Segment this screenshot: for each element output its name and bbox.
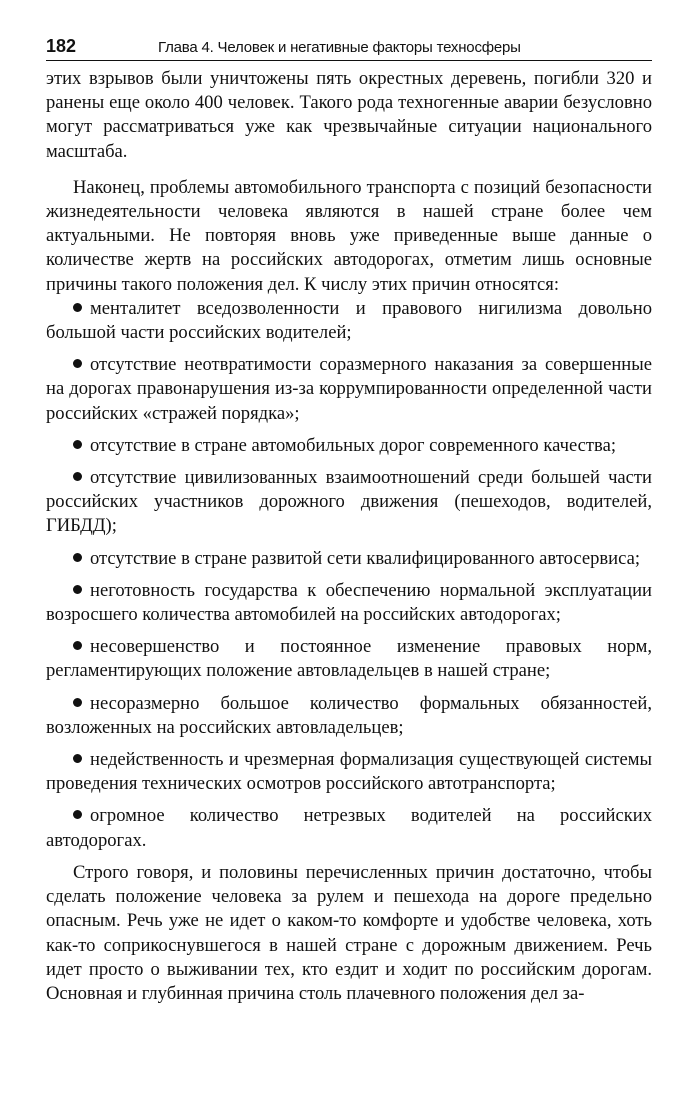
list-item [46,635,652,683]
running-header [46,36,652,61]
list-item-text: отсутствие в стране развитой сети квалифицированного автосервиса; [90,547,641,569]
running-title: Глава 4. Человек и негативные факторы техносферы [158,39,521,56]
bullet-icon [73,297,90,321]
list-item [46,804,652,852]
list-item [46,353,652,426]
list-item [46,692,652,740]
page-number: 182 [46,36,77,56]
list-item [46,466,652,539]
list-item-text: отсутствие неотвратимости соразмерного наказания за совершенные на дорогах правонарушения из-за коррумпированности определенной части российских «стражей порядка»; [46,354,652,424]
list-item-text: несоразмерно большое количество формальных обязанностей, возложенных на российских автовладельцев; [46,692,652,738]
bullet-icon [73,692,90,716]
list-item-text: неготовность государства к обеспечению нормальной эксплуатации возросшего количества автомобилей на российских автодорогах; [46,579,652,626]
causes-list [46,297,652,853]
page-body [46,67,652,1006]
paragraph-conclusion: Строго говоря, и половины перечисленных причин достаточно, чтобы сделать положение человека за рулем и пешехода на дороге предельно опасным. Речь уже не идет о каком-то комфорте и удобстве человека, хоть как-то соприкоснувшегося в нашей стране с дорожным движением. Речь идет просто о выживании тех, кто ездит и ходит по российским дорогам. Основная и глубинная причина столь плачевного положения дел за- [46,861,652,1004]
bullet-icon [73,804,90,828]
bullet-icon [73,466,90,490]
list-item [46,297,652,345]
bullet-icon [73,434,90,458]
bullet-icon [73,353,90,377]
list-item-text: несовершенство и постоянное изменение правовых норм, регламентирующих положение автовладельцев в нашей стране; [46,636,652,682]
list-item [46,434,652,458]
list-item [46,547,652,571]
list-item [46,579,652,627]
paragraph-transport-problems: Наконец, проблемы автомобильного транспорта с позиций безопасности жизнедеятельности человека являются в нашей стране более чем актуальными. Не повторяя вновь уже приведенные выше данные о количестве жертв на российских автодорогах, отметим лишь основные причины такого положения дел. К числу этих причин относятся: [46,176,652,295]
bullet-icon [73,547,90,571]
list-item [46,748,652,796]
list-item-text: отсутствие в стране автомобильных дорог современного качества; [90,434,617,456]
bullet-icon [73,748,90,772]
paragraph-continuation: этих взрывов были уничтожены пять окрестных деревень, погибли 320 и ранены еще около 400 человек. Такого рода техногенные аварии безусловно могут рассматриваться уже как чрезвычайные ситуации национального масштаба. [46,68,652,162]
list-item-text: менталитет вседозволенности и правового нигилизма довольно большой части российских водителей; [46,297,652,344]
bullet-icon [73,579,90,603]
list-item-text: огромное количество нетрезвых водителей на российских автодорогах. [46,805,652,851]
bullet-icon [73,635,90,659]
list-item-text: отсутствие цивилизованных взаимоотношений среди большей части российских участников дорожного движения (пешеходов, водителей, ГИБДД); [46,467,652,537]
list-item-text: недейственность и чрезмерная формализация существующей системы проведения технических осмотров российского автотранспорта; [46,749,652,795]
book-page [46,36,652,1006]
